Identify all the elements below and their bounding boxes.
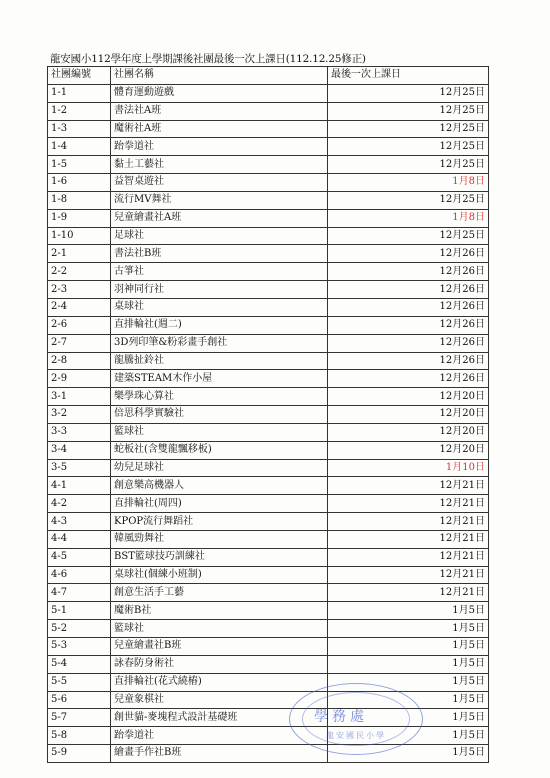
club-name-cell: 益智桌遊社 [111, 174, 328, 192]
table-row [48, 406, 489, 424]
table-row [48, 138, 489, 156]
header-club-number: 社團編號 [48, 67, 111, 85]
club-number-cell: 4-6 [48, 566, 111, 584]
club-number-cell: 5-5 [48, 673, 111, 691]
club-number-cell: 3-1 [48, 388, 111, 406]
last-class-date-cell: 1月5日 [328, 673, 489, 691]
last-class-date-cell: 12月21日 [328, 548, 489, 566]
club-number-cell: 4-3 [48, 513, 111, 531]
last-class-date-cell: 12月25日 [328, 138, 489, 156]
table-row [48, 298, 489, 316]
club-number-cell: 5-6 [48, 691, 111, 709]
club-name-cell: 韓風勁舞社 [111, 530, 328, 548]
club-number-cell: 2-4 [48, 298, 111, 316]
club-number-cell: 5-1 [48, 602, 111, 620]
club-name-cell: 跆拳道社 [111, 138, 328, 156]
last-class-date-cell: 1月5日 [328, 655, 489, 673]
club-number-cell: 3-2 [48, 406, 111, 424]
club-number-cell: 1-9 [48, 209, 111, 227]
last-class-date-cell: 12月26日 [328, 316, 489, 334]
club-schedule-table [47, 66, 489, 763]
table-row [48, 584, 489, 602]
club-name-cell: 建築STEAM木作小屋 [111, 370, 328, 388]
last-class-date-cell: 12月25日 [328, 227, 489, 245]
club-number-cell: 2-7 [48, 334, 111, 352]
table-row [48, 513, 489, 531]
club-number-cell: 4-2 [48, 495, 111, 513]
club-name-cell: 創意生活手工藝 [111, 584, 328, 602]
table-row [48, 620, 489, 638]
table-row [48, 655, 489, 673]
club-name-cell: 樂學珠心算社 [111, 388, 328, 406]
school-seal-stamp [289, 683, 423, 755]
table-row [48, 227, 489, 245]
club-name-cell: 3D列印筆&粉彩畫手創社 [111, 334, 328, 352]
table-row [48, 727, 489, 745]
club-name-cell: 書法社A班 [111, 102, 328, 120]
table-row [48, 370, 489, 388]
last-class-date-cell: 1月5日 [328, 691, 489, 709]
last-class-date-cell: 12月25日 [328, 156, 489, 174]
club-name-cell: 羽神同行社 [111, 281, 328, 299]
club-name-cell: 魔術社A班 [111, 120, 328, 138]
club-name-cell: 籃球社 [111, 423, 328, 441]
last-class-date-cell: 12月25日 [328, 191, 489, 209]
table-header-row [48, 67, 489, 85]
table-row [48, 691, 489, 709]
table-row [48, 602, 489, 620]
last-class-date-cell: 1月8日 [328, 174, 489, 192]
last-class-date-cell: 12月26日 [328, 281, 489, 299]
club-number-cell: 2-8 [48, 352, 111, 370]
seal-subtext: 龍安國民小學 [326, 731, 386, 740]
club-number-cell: 5-3 [48, 638, 111, 656]
table-row [48, 120, 489, 138]
club-name-cell: 籃球社 [111, 620, 328, 638]
club-name-cell: 書法社B班 [111, 245, 328, 263]
table-row [48, 209, 489, 227]
last-class-date-cell: 12月21日 [328, 584, 489, 602]
last-class-date-cell: 12月26日 [328, 298, 489, 316]
last-class-date-cell: 12月20日 [328, 423, 489, 441]
last-class-date-cell: 12月20日 [328, 388, 489, 406]
table-row [48, 245, 489, 263]
club-name-cell: 魔術B社 [111, 602, 328, 620]
last-class-date-cell: 1月5日 [328, 727, 489, 745]
last-class-date-cell: 12月21日 [328, 513, 489, 531]
club-number-cell: 1-4 [48, 138, 111, 156]
last-class-date-cell: 12月26日 [328, 334, 489, 352]
club-name-cell: 兒童繪畫社B班 [111, 638, 328, 656]
last-class-date-cell: 12月20日 [328, 441, 489, 459]
club-number-cell: 4-1 [48, 477, 111, 495]
club-number-cell: 3-3 [48, 423, 111, 441]
club-name-cell: 兒童繪畫社A班 [111, 209, 328, 227]
table-row [48, 441, 489, 459]
club-number-cell: 5-9 [48, 745, 111, 763]
club-name-cell: 體育運動遊戲 [111, 84, 328, 102]
club-name-cell: 龍騰扯鈴社 [111, 352, 328, 370]
club-number-cell: 1-6 [48, 174, 111, 192]
table-row [48, 566, 489, 584]
table-row [48, 174, 489, 192]
club-number-cell: 2-1 [48, 245, 111, 263]
club-name-cell: 蛇板社(含雙龍飄移板) [111, 441, 328, 459]
table-row [48, 102, 489, 120]
table-row [48, 495, 489, 513]
table-row [48, 352, 489, 370]
last-class-date-cell: 12月26日 [328, 370, 489, 388]
club-name-cell: 創意樂高機器人 [111, 477, 328, 495]
club-name-cell: 兒童象棋社 [111, 691, 328, 709]
club-name-cell: 流行MV舞社 [111, 191, 328, 209]
club-name-cell: 倍思科學實驗社 [111, 406, 328, 424]
last-class-date-cell: 12月26日 [328, 245, 489, 263]
table-row [48, 156, 489, 174]
club-name-cell: KPOP流行舞蹈社 [111, 513, 328, 531]
last-class-date-cell: 12月26日 [328, 352, 489, 370]
table-row [48, 334, 489, 352]
table-row [48, 316, 489, 334]
table-row [48, 263, 489, 281]
last-class-date-cell: 1月8日 [328, 209, 489, 227]
club-name-cell: BST籃球技巧訓練社 [111, 548, 328, 566]
last-class-date-cell: 12月25日 [328, 102, 489, 120]
club-number-cell: 4-7 [48, 584, 111, 602]
club-number-cell: 1-2 [48, 102, 111, 120]
last-class-date-cell: 1月5日 [328, 709, 489, 727]
table-row [48, 548, 489, 566]
table-row [48, 388, 489, 406]
club-name-cell: 桌球社(個練小班制) [111, 566, 328, 584]
club-name-cell: 黏土工藝社 [111, 156, 328, 174]
club-number-cell: 2-6 [48, 316, 111, 334]
seal-text: 學務處 [314, 709, 368, 725]
club-number-cell: 3-5 [48, 459, 111, 477]
club-number-cell: 5-4 [48, 655, 111, 673]
header-club-name: 社團名稱 [111, 67, 328, 85]
table-row [48, 423, 489, 441]
table-row [48, 638, 489, 656]
last-class-date-cell: 12月21日 [328, 530, 489, 548]
table-row [48, 530, 489, 548]
header-last-class-date: 最後一次上課日 [328, 67, 489, 85]
club-number-cell: 4-5 [48, 548, 111, 566]
table-row [48, 84, 489, 102]
club-number-cell: 1-5 [48, 156, 111, 174]
last-class-date-cell: 12月21日 [328, 477, 489, 495]
club-number-cell: 2-3 [48, 281, 111, 299]
last-class-date-cell: 1月5日 [328, 602, 489, 620]
last-class-date-cell: 12月21日 [328, 495, 489, 513]
club-name-cell: 直排輪社(花式繞樁) [111, 673, 328, 691]
last-class-date-cell: 12月20日 [328, 406, 489, 424]
club-number-cell: 1-1 [48, 84, 111, 102]
table-row [48, 459, 489, 477]
club-number-cell: 1-10 [48, 227, 111, 245]
last-class-date-cell: 1月5日 [328, 638, 489, 656]
table-row [48, 191, 489, 209]
club-number-cell: 3-4 [48, 441, 111, 459]
club-number-cell: 5-2 [48, 620, 111, 638]
club-name-cell: 跆拳道社 [111, 727, 328, 745]
club-number-cell: 5-8 [48, 727, 111, 745]
club-name-cell: 繪畫手作社B班 [111, 745, 328, 763]
club-name-cell: 幼兒足球社 [111, 459, 328, 477]
table-row [48, 745, 489, 763]
last-class-date-cell: 12月21日 [328, 566, 489, 584]
table-row [48, 281, 489, 299]
club-number-cell: 4-4 [48, 530, 111, 548]
club-number-cell: 1-3 [48, 120, 111, 138]
club-name-cell: 直排輪社(周四) [111, 495, 328, 513]
club-name-cell: 創世貓-麥塊程式設計基礎班 [111, 709, 328, 727]
club-number-cell: 5-7 [48, 709, 111, 727]
club-name-cell: 桌球社 [111, 298, 328, 316]
table-row [48, 673, 489, 691]
club-number-cell: 1-8 [48, 191, 111, 209]
last-class-date-cell: 12月25日 [328, 120, 489, 138]
last-class-date-cell: 1月10日 [328, 459, 489, 477]
last-class-date-cell: 1月5日 [328, 745, 489, 763]
club-number-cell: 2-9 [48, 370, 111, 388]
table-row [48, 477, 489, 495]
club-name-cell: 直排輪社(週二) [111, 316, 328, 334]
club-name-cell: 詠春防身術社 [111, 655, 328, 673]
club-name-cell: 足球社 [111, 227, 328, 245]
last-class-date-cell: 1月5日 [328, 620, 489, 638]
club-name-cell: 古箏社 [111, 263, 328, 281]
page-title: 龍安國小112學年度上學期課後社團最後一次上課日(112.12.25修正) [50, 53, 366, 65]
club-number-cell: 2-2 [48, 263, 111, 281]
last-class-date-cell: 12月25日 [328, 84, 489, 102]
last-class-date-cell: 12月26日 [328, 263, 489, 281]
